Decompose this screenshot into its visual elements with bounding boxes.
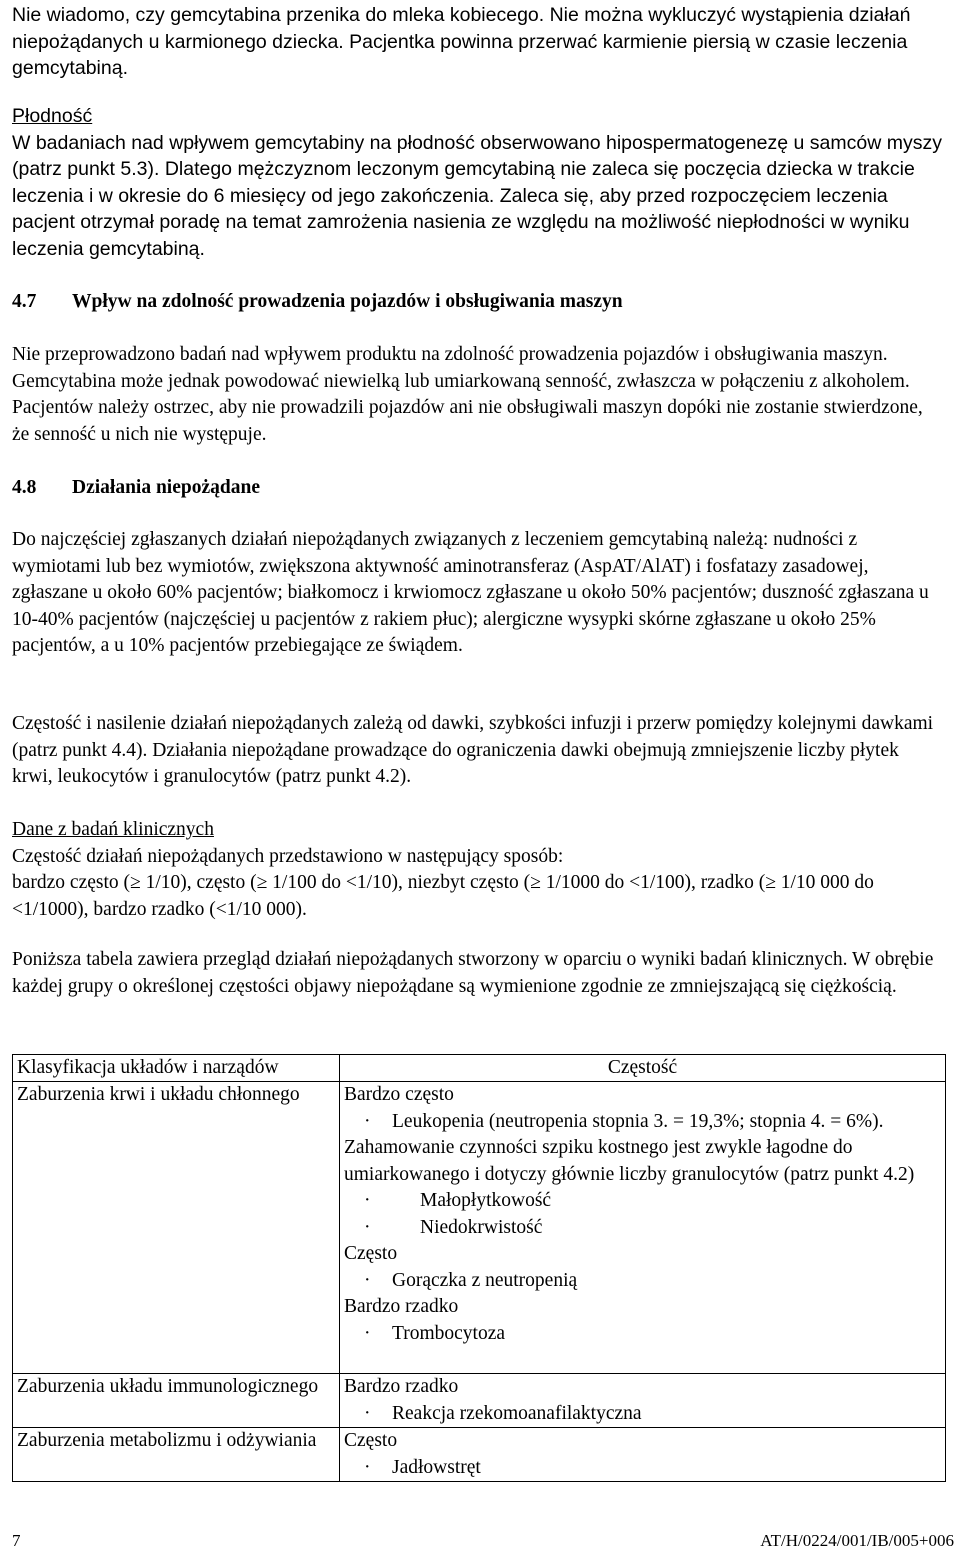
bullet-icon: · [364, 1456, 371, 1478]
list-item [344, 1109, 941, 1136]
section-title: Wpływ na zdolność prowadzenia pojazdów i obsługiwania maszyn [72, 291, 623, 312]
section-4-7-heading [12, 289, 623, 316]
table-header-row [13, 1055, 946, 1082]
list-item [344, 1215, 941, 1242]
list-item [344, 1455, 941, 1482]
organ-class-label: Zaburzenia układu immunologicznego [17, 1376, 319, 1397]
bullet-icon: · [364, 1110, 371, 1132]
bullet-icon: · [364, 1402, 371, 1424]
frequency-label: Często [344, 1243, 398, 1264]
organ-class-cell [13, 1082, 340, 1374]
list-item-text: Leukopenia (neutropenia stopnia 3. = 19,3%; stopnia 4. = 6%). [392, 1110, 884, 1132]
frequency-definition: bardzo często (≥ 1/10), często (≥ 1/100 do <1/10), niezbyt często (≥ 1/1000 do <1/100), rzadko (≥ 1/10 000 do <1/1000), bardzo rzadko (<1/10 000). [12, 872, 874, 920]
organ-class-label: Zaburzenia metabolizmu i odżywiania [17, 1430, 317, 1451]
table-intro-paragraph: Poniższa tabela zawiera przegląd działań niepożądanych stworzony w oparciu o wyniki badań klinicznych. W obrębie każdej grupy o określonej częstości objawy niepożądane są wymienione zgodnie ze zmniejszającą się ciężkością. [12, 949, 934, 997]
frequency-cell [340, 1428, 946, 1482]
list-item-text: Niedokrwistość [420, 1216, 543, 1238]
table-header-frequency: Częstość [340, 1055, 946, 1082]
list-item-text: Jadłowstręt [392, 1456, 481, 1478]
adverse-effects-paragraph-1: Do najczęściej zgłaszanych działań niepożądanych związanych z leczeniem gemcytabiną należą: nudności z wymiotami lub bez wymiotów, zwiększona aktywność aminotransferaz (AspAT/AlAT) i fosfatazy zasadowej, zgłaszane u około 60% pacjentów; białkomocz i krwiomocz zgłaszane u około 50% pacjentów; duszność zgłaszana u 10-40% pacjentów (najczęściej u pacjentów z rakiem płuc); alergiczne wysypki skórne zgłaszane u około 25% pacjentów, a u 10% pacjentów przebiegające ze świądem. [12, 529, 929, 656]
frequency-definition-intro: Częstość działań niepożądanych przedstawiono w następujący sposób: [12, 845, 564, 867]
bullet-icon: · [364, 1322, 371, 1344]
list-item-text: Małopłytkowość [420, 1190, 552, 1211]
frequency-label: Bardzo rzadko [344, 1376, 459, 1397]
fertility-paragraph: W badaniach nad wpływem gemcytabiny na płodność obserwowano hipospermatogenezę u samców myszy (patrz punkt 5.3). Dlatego mężczyznom leczonym gemcytabiną nie zaleca się poczęcia dziecka w trakcie leczenia i w okresie do 6 miesięcy od jego zakończenia. Zaleca się, aby przed rozpoczęciem leczenia pacjent otrzymał poradę na temat zamrożenia nasienia ze względu na możliwość niepłodności w wyniku leczenia gemcytabiną. [12, 131, 942, 260]
fertility-heading: Płodność [12, 105, 93, 127]
frequency-cell [340, 1374, 946, 1428]
document-reference: AT/H/0224/001/IB/005+006 [760, 1531, 954, 1550]
frequency-cell [340, 1082, 946, 1374]
section-title: Działania niepożądane [72, 477, 260, 498]
adverse-reactions-table [12, 1054, 946, 1482]
list-item [344, 1401, 941, 1428]
section-number: 4.7 [12, 291, 37, 312]
section-4-7-paragraph: Nie przeprowadzono badań nad wpływem produktu na zdolność prowadzenia pojazdów i obsługiwania maszyn. Gemcytabina może jednak powodować niewielką lub umiarkowaną senność, zwłaszcza w połączeniu z alkoholem. Pacjentów należy ostrzec, aby nie prowadzili pojazdów ani nie obsługiwali maszyn dopóki nie zostanie stwierdzone, że senność u nich nie występuje. [12, 344, 923, 445]
frequency-label: Bardzo często [344, 1084, 454, 1105]
page-number: 7 [12, 1531, 21, 1550]
frequency-label: Bardzo rzadko [344, 1296, 459, 1317]
section-number: 4.8 [12, 477, 37, 498]
list-item [344, 1268, 941, 1295]
list-item-text: Gorączka z neutropenią [392, 1269, 578, 1291]
table-header-organ-class: Klasyfikacja układów i narządów [13, 1055, 340, 1082]
bullet-icon: · [364, 1216, 371, 1238]
table-row [13, 1374, 946, 1428]
bullet-icon: · [364, 1269, 371, 1291]
clinical-data-heading: Dane z badań klinicznych [12, 819, 214, 840]
organ-class-label: Zaburzenia krwi i układu chłonnego [17, 1084, 300, 1105]
organ-class-cell [13, 1374, 340, 1428]
note-text: Zahamowanie czynności szpiku kostnego jest zwykle łagodne do umiarkowanego i dotyczy głównie liczby granulocytów (patrz punkt 4.2) [344, 1137, 915, 1185]
adverse-effects-paragraph-2: Częstość i nasilenie działań niepożądanych zależą od dawki, szybkości infuzji i przerw pomiędzy kolejnymi dawkami (patrz punkt 4.4). Działania niepożądane prowadzące do ograniczenia dawki obejmują zmniejszenie liczby płytek krwi, leukocytów i granulocytów (patrz punkt 4.2). [12, 713, 934, 787]
list-item-text: Trombocytoza [392, 1322, 506, 1344]
section-4-8-heading [12, 475, 260, 502]
organ-class-cell [13, 1428, 340, 1482]
list-item [344, 1188, 941, 1215]
breastfeeding-paragraph: Nie wiadomo, czy gemcytabina przenika do mleka kobiecego. Nie można wykluczyć wystąpienia działań niepożądanych u karmionego dziecka. Pacjentka powinna przerwać karmienie piersią w czasie leczenia gemcytabiną. [12, 4, 911, 79]
list-item [344, 1321, 941, 1348]
table-row [13, 1082, 946, 1374]
frequency-label: Często [344, 1430, 398, 1451]
bullet-icon: · [364, 1190, 371, 1211]
list-item-text: Reakcja rzekomoanafilaktyczna [392, 1402, 642, 1424]
table-row [13, 1428, 946, 1482]
